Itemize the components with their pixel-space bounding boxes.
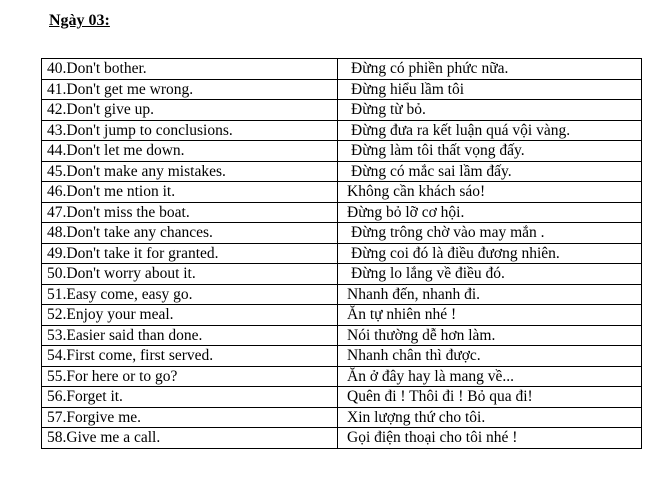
table-row xyxy=(42,161,642,182)
table-row xyxy=(42,223,642,244)
english-phrase: 57.Forgive me. xyxy=(42,407,338,428)
vietnamese-meaning: Nói thường dễ hơn làm. xyxy=(338,325,642,346)
vietnamese-meaning: Xin lượng thứ cho tôi. xyxy=(338,407,642,428)
english-phrase: 49.Don't take it for granted. xyxy=(42,243,338,264)
vietnamese-meaning: Đừng làm tôi thất vọng đấy. xyxy=(338,141,642,162)
english-phrase: 43.Don't jump to conclusions. xyxy=(42,120,338,141)
phrase-table xyxy=(41,58,642,449)
english-phrase: 46.Don't me ntion it. xyxy=(42,182,338,203)
vietnamese-meaning: Ăn tự nhiên nhé ! xyxy=(338,305,642,326)
vietnamese-meaning: Đừng coi đó là điều đương nhiên. xyxy=(338,243,642,264)
table-row xyxy=(42,407,642,428)
vietnamese-meaning: Nhanh chân thì được. xyxy=(338,346,642,367)
table-row xyxy=(42,284,642,305)
vietnamese-meaning: Gọi điện thoại cho tôi nhé ! xyxy=(338,428,642,449)
table-row xyxy=(42,243,642,264)
table-row xyxy=(42,120,642,141)
english-phrase: 54.First come, first served. xyxy=(42,346,338,367)
table-row xyxy=(42,428,642,449)
page-title: Ngày 03: xyxy=(49,12,110,29)
table-row xyxy=(42,325,642,346)
vietnamese-meaning: Đừng có mắc sai lầm đấy. xyxy=(338,161,642,182)
vietnamese-meaning: Đừng trông chờ vào may mắn . xyxy=(338,223,642,244)
vietnamese-meaning: Nhanh đến, nhanh đi. xyxy=(338,284,642,305)
english-phrase: 41.Don't get me wrong. xyxy=(42,79,338,100)
english-phrase: 47.Don't miss the boat. xyxy=(42,202,338,223)
english-phrase: 40.Don't bother. xyxy=(42,59,338,80)
vietnamese-meaning: Đừng từ bỏ. xyxy=(338,100,642,121)
table-row xyxy=(42,387,642,408)
english-phrase: 50.Don't worry about it. xyxy=(42,264,338,285)
table-row xyxy=(42,100,642,121)
table-row xyxy=(42,182,642,203)
vietnamese-meaning: Ăn ở đây hay là mang về... xyxy=(338,366,642,387)
english-phrase: 48.Don't take any chances. xyxy=(42,223,338,244)
english-phrase: 51.Easy come, easy go. xyxy=(42,284,338,305)
table-row xyxy=(42,202,642,223)
vietnamese-meaning: Đừng hiểu lầm tôi xyxy=(338,79,642,100)
table-row xyxy=(42,305,642,326)
table-row xyxy=(42,59,642,80)
table-row xyxy=(42,79,642,100)
vietnamese-meaning: Đừng lo lắng về điều đó. xyxy=(338,264,642,285)
vietnamese-meaning: Đừng có phiền phức nữa. xyxy=(338,59,642,80)
table-row xyxy=(42,346,642,367)
english-phrase: 52.Enjoy your meal. xyxy=(42,305,338,326)
english-phrase: 42.Don't give up. xyxy=(42,100,338,121)
english-phrase: 53.Easier said than done. xyxy=(42,325,338,346)
english-phrase: 56.Forget it. xyxy=(42,387,338,408)
english-phrase: 55.For here or to go? xyxy=(42,366,338,387)
table-row xyxy=(42,264,642,285)
english-phrase: 44.Don't let me down. xyxy=(42,141,338,162)
english-phrase: 45.Don't make any mistakes. xyxy=(42,161,338,182)
vietnamese-meaning: Đừng đưa ra kết luận quá vội vàng. xyxy=(338,120,642,141)
english-phrase: 58.Give me a call. xyxy=(42,428,338,449)
vietnamese-meaning: Không cần khách sáo! xyxy=(338,182,642,203)
vietnamese-meaning: Quên đi ! Thôi đi ! Bỏ qua đi! xyxy=(338,387,642,408)
table-row xyxy=(42,141,642,162)
vietnamese-meaning: Đừng bỏ lỡ cơ hội. xyxy=(338,202,642,223)
table-row xyxy=(42,366,642,387)
